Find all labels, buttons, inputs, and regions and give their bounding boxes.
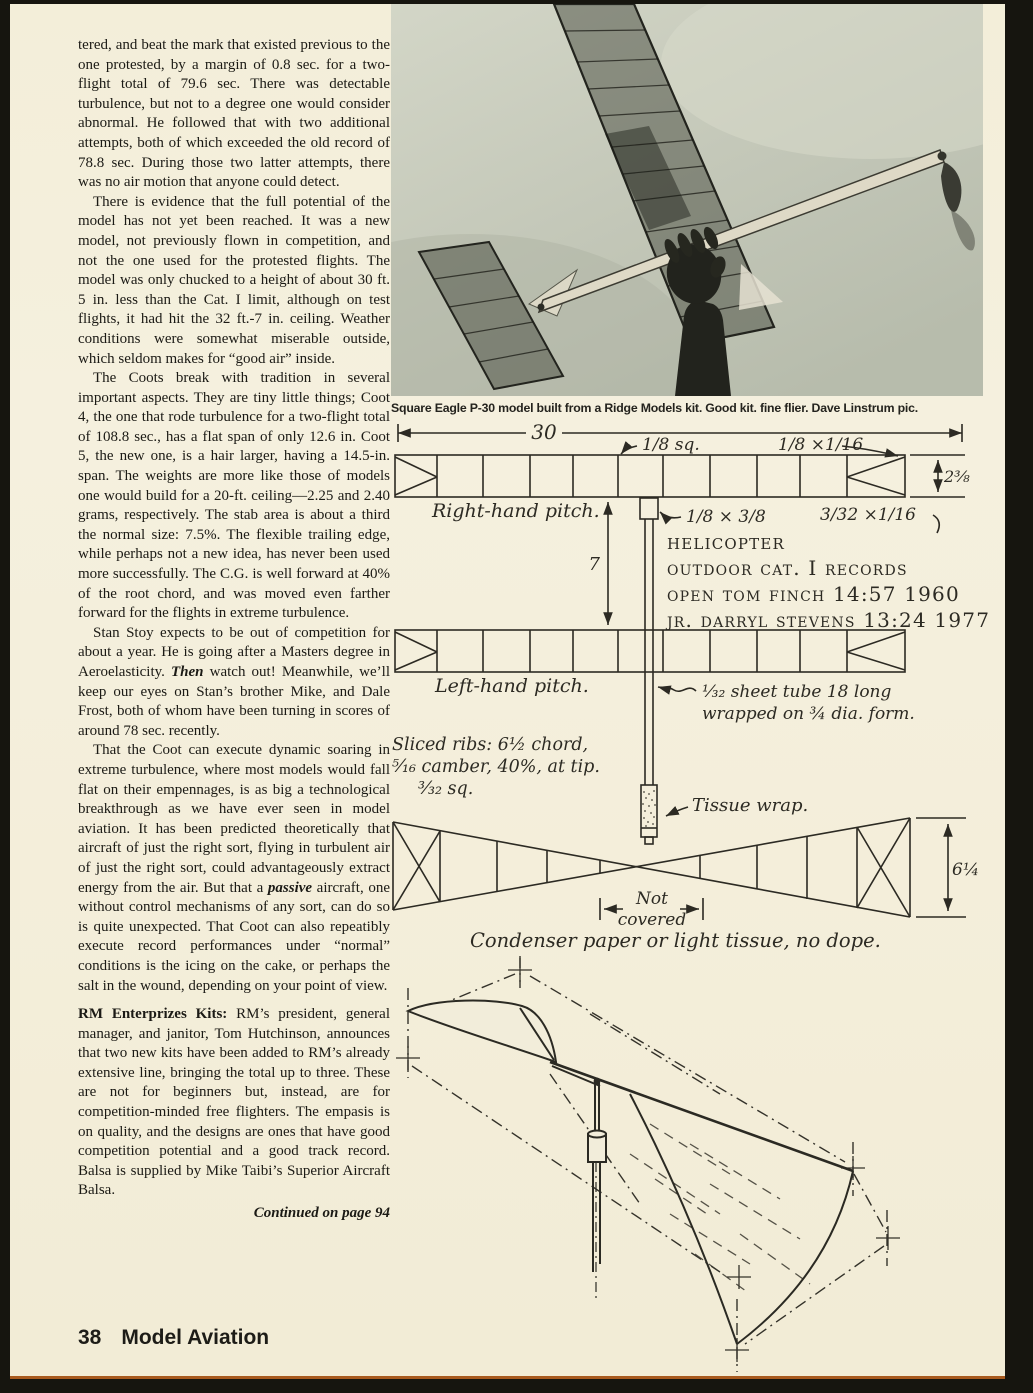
paragraph	[78, 624, 390, 742]
photo-caption: Square Eagle P-30 model built from a Ridge Models kit. Good kit. fine flier. Dave Linstrum pic.	[391, 401, 918, 415]
tissue-label: Tissue wrap.	[692, 795, 809, 816]
lower-blade-trailing-edge	[737, 1171, 853, 1344]
mast-and-hub	[588, 1079, 606, 1299]
mount-leader	[660, 512, 681, 518]
ribs-note-line3: ³⁄₃₂ sq.	[418, 779, 474, 799]
magazine-title: Model Aviation	[121, 1326, 270, 1349]
records-open: open tom finch 14:57 1960	[667, 582, 960, 606]
ribs-note-line1: Sliced ribs: 6½ chord,	[392, 735, 589, 755]
tube-note-line1: ¹⁄₃₂ sheet tube 18 long	[702, 682, 892, 702]
left-pitch-label: Left-hand pitch.	[435, 675, 589, 697]
prop-spinner	[938, 152, 947, 161]
paragraph: tered, and beat the mark that existed previous to the one protested, by a margin of 0.8 sec. for a two-flight total of 79.6 sec. There was detectable turbulence, but not to a degree one would consider abnormal. He followed that with two additional attempts, both of which exceeded the old record of 78.8 sec. During those two latter attempts, there was no air motion that anyone could detect.	[78, 37, 390, 191]
emphasized-word: passive	[267, 879, 313, 896]
paragraph: The Coots break with tradition in several important aspects. They are tiny little things; Coot 4, the one that rode turbulence for a two-flight total of 108.8 sec., has a flat span of only 12.6 in. Coot 5, the new one, is a hair larger, having a 14.5-in. span. The weights are more like those of models one would build for a 20-ft. ceiling—2.25 and 2.40 grams, respectively. The stab area is about a third the normal size: 7.5%. The flexible trailing edge, while perhaps not a new idea, has never been used more successfully. The C.G. is well forward at 40% of the root chord, and was moved even farther forward for the flights in extreme turbulence.	[78, 370, 390, 622]
tube-note-line2: wrapped on ¾ dia. form.	[702, 704, 915, 724]
records-title: helicopter	[667, 530, 786, 554]
rotor-blade-plan-drawing	[390, 420, 1005, 960]
plan-linework	[393, 424, 966, 920]
not-covered-line1: Not	[636, 889, 668, 909]
records-junior: jr. darryl stevens 13:24 1977	[667, 608, 991, 632]
sketch-solid-lines	[408, 1001, 853, 1344]
page-footer	[78, 1326, 398, 1350]
paragraph-text: aircraft, one without control mechanisms of any sort, can do so is quite unexpected. That Coot can also repeatibly execute record performances under “normal” conditions is the icing on the cake, or perhaps the salt in the wound, depending on your point of view.	[78, 879, 390, 994]
article-text-column	[78, 36, 390, 1224]
not-covered-line2: covered	[617, 910, 687, 930]
continued-notice: Continued on page 94	[253, 1205, 390, 1222]
rotor-shaft	[640, 498, 658, 785]
tube-note-leader	[658, 687, 696, 691]
emphasized-word: Then	[171, 664, 204, 680]
mount-label: 1/8 × 3/8	[686, 507, 766, 527]
paragraph-text: Stan Stoy expects to be out of competition for about a year. He is going after a Masters degree in Aeroelasticity.	[78, 624, 390, 680]
paragraph: There is evidence that the full potential of the model has not yet been reached. It was a new model, not previously flown in competition, and not the one used for the protested flights. The model was only chucked to a height of about 30 ft. 5 in. less than the Cat. I limit, although on test flights, it had hit the 32 ft.-7 in. ceiling. Weather conditions were somewhat miserable outside, which seldom makes for “good air” inside.	[78, 193, 390, 367]
left-hand-blade	[395, 630, 905, 672]
paragraph	[78, 1005, 390, 1201]
upper-blade	[408, 1001, 556, 1062]
magazine-paper	[10, 4, 1005, 1379]
tip-height-label: 6¼	[952, 860, 980, 880]
tip-stock-label: 1/8 ×1/16	[778, 435, 864, 455]
ribs-note-line2: ⁵⁄₁₆ camber, 40%, at tip.	[392, 757, 600, 777]
edge-leader-hook	[933, 515, 939, 533]
covering-note: Condenser paper or light tissue, no dope.	[470, 929, 881, 952]
section-lead: RM Enterprizes Kits:	[78, 1006, 228, 1023]
edge-stock-label: 3/32 ×1/16	[820, 505, 916, 525]
paragraph-text: That the Coot can execute dynamic soaring in extreme turbulence, where most models would fall flat on their empennages, is as big a technological breakthrough as we have ever seen in model aviation. It has been predicted theoretically that aircraft of just the right sort, flying in turbulent air of just the right sort, could advantageously extract energy from the air. But that a	[78, 742, 390, 896]
tissue-leader	[666, 807, 688, 816]
right-hand-blade	[395, 455, 905, 497]
page-number: 38	[78, 1326, 102, 1349]
rotor-perspective-sketch	[390, 954, 1005, 1379]
tissue-stipple	[642, 790, 656, 827]
tail-end	[538, 304, 545, 311]
chord-dim-label: 2⅜	[944, 467, 970, 486]
gap-dim-label: 7	[588, 554, 600, 575]
spar-leader	[621, 446, 637, 454]
lower-blade-leading-edge	[630, 1094, 737, 1344]
paragraph	[78, 741, 390, 996]
paragraph-text: RM’s president, general manager, and janitor, Tom Hutchinson, announces that two new kits have been added to RM’s already extensive line, bringing the total up to three. These are not for beginners but, instead, are for competition-minded free flighters. The empasis is on quality, and the designs are ones that have good competition potential and a good track record. Balsa is supplied by Mike Taibi’s Superior Aircraft Balsa.	[78, 1006, 390, 1199]
right-pitch-label: Right-hand pitch.	[432, 500, 600, 522]
records-category: outdoor cat. I records	[667, 556, 908, 580]
span-dim-label: 30	[531, 420, 557, 444]
spar-label: 1/8 sq.	[642, 435, 700, 455]
paragraph-text: watch out! Meanwhile, we’ll keep our eyes on Stan’s brother Mike, and Dale Frost, both of whom have been turning in scores of around 78 sec. recently.	[78, 664, 390, 739]
photo-illustration	[391, 4, 983, 396]
model-airplane-photo	[391, 4, 983, 396]
